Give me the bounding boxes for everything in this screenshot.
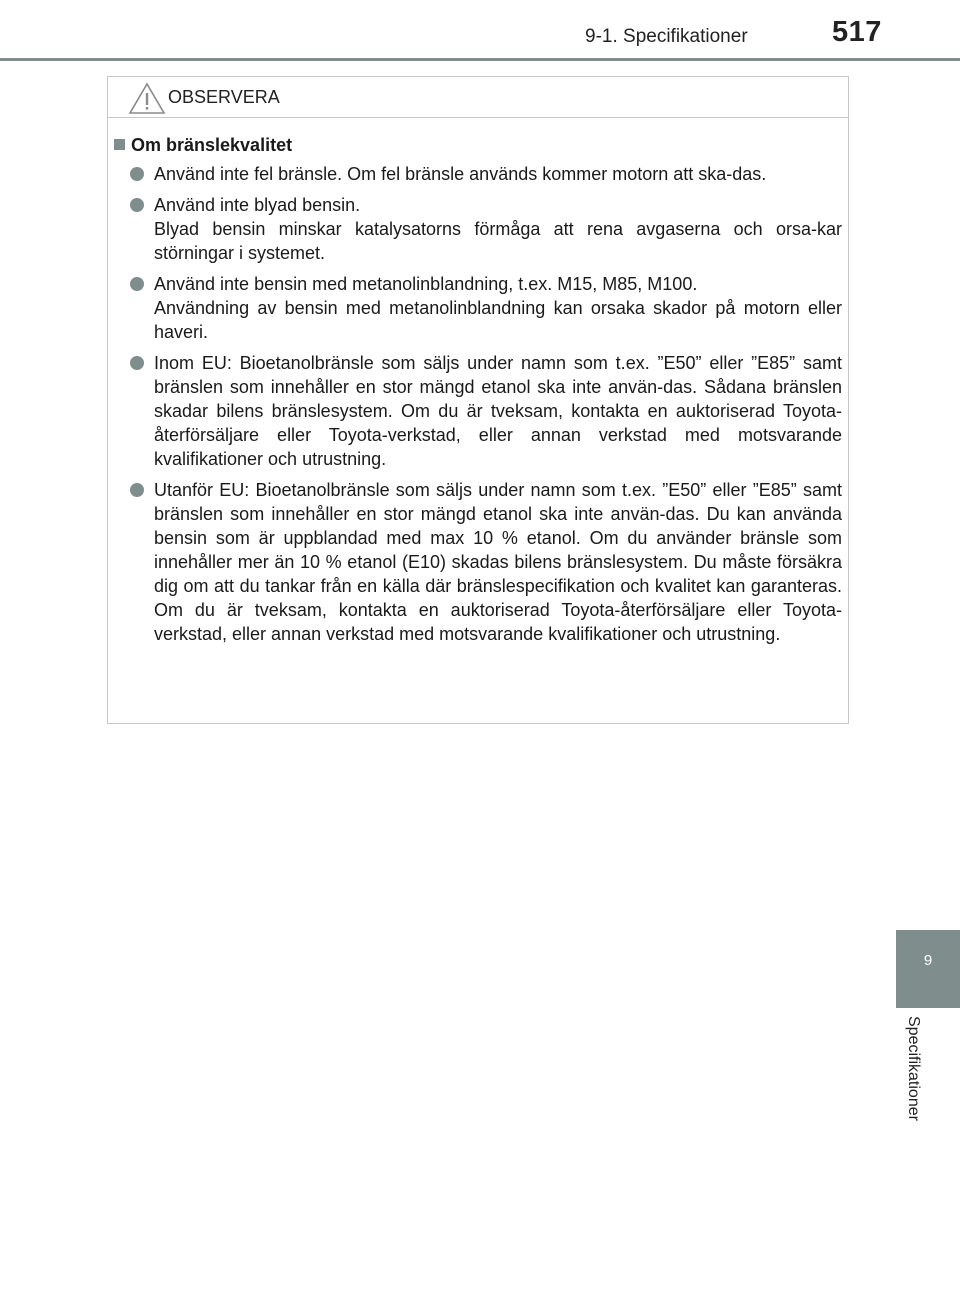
square-marker-icon xyxy=(114,139,125,150)
list-item xyxy=(130,351,842,471)
list-item-text: Utanför EU: Bioetanolbränsle som säljs under namn som t.ex. ”E50” eller ”E85” samt bränslen som innehåller en stor mängd etanol ska inte använ-das. Du kan använda bensin som är uppblandad med max 10 % etanol. Om du använder bränsle som innehåller mer än 10 % etanol (E10) skadas bilens bränslesystem. Du måste försäkra dig om att du tankar från en källa där bränslespecifikation och kvalitet kan garanteras. Om du är tveksam, kontakta en auktoriserad Toyota-återförsäljare eller Toyota-verkstad, eller annan verkstad med motsvarande kvalifikationer och utrustning. xyxy=(154,480,842,644)
circle-bullet-icon xyxy=(130,198,144,212)
notice-box xyxy=(107,76,849,724)
circle-bullet-icon xyxy=(130,277,144,291)
section-heading xyxy=(114,135,292,156)
list-item xyxy=(130,478,842,646)
list-item-text: Använd inte bensin med metanolinblandning, t.ex. M15, M85, M100. xyxy=(154,274,698,294)
circle-bullet-icon xyxy=(130,167,144,181)
list-item-text: Blyad bensin minskar katalysatorns förmåga att rena avgaserna och orsa-kar störningar i systemet. xyxy=(154,219,842,263)
page-number: 517 xyxy=(832,16,882,48)
list-item-text: Använd inte blyad bensin. xyxy=(154,195,361,215)
list-item-text: Använd inte fel bränsle. Om fel bränsle används kommer motorn att ska-das. xyxy=(154,164,767,184)
circle-bullet-icon xyxy=(130,356,144,370)
warning-triangle-icon xyxy=(128,82,166,115)
notice-title: OBSERVERA xyxy=(168,87,280,107)
bullet-list xyxy=(130,162,842,653)
section-heading-text: Om bränslekvalitet xyxy=(131,135,293,155)
chapter-tab-number: 9 xyxy=(923,952,933,969)
chapter-tab xyxy=(896,930,960,1008)
header-section-title: 9-1. Specifikationer xyxy=(585,26,748,47)
notice-header xyxy=(108,77,848,118)
circle-bullet-icon xyxy=(130,483,144,497)
list-item-text: Användning av bensin med metanolinblandning kan orsaka skador på motorn eller haveri. xyxy=(154,298,842,342)
list-item xyxy=(130,162,842,186)
chapter-tab-label: Specifikationer xyxy=(905,1016,922,1121)
header-divider xyxy=(0,58,960,61)
list-item-text: Inom EU: Bioetanolbränsle som säljs under namn som t.ex. ”E50” eller ”E85” samt bränslen som innehåller en stor mängd etanol ska inte använ-das. Sådana bränslen skadar bilens bränslesystem. Om du är tveksam, kontakta en auktoriserad Toyota-återförsäljare eller Toyota-verkstad, eller annan verkstad med motsvarande kvalifikationer och utrustning. xyxy=(154,353,842,469)
list-item xyxy=(130,193,842,265)
list-item xyxy=(130,272,842,344)
